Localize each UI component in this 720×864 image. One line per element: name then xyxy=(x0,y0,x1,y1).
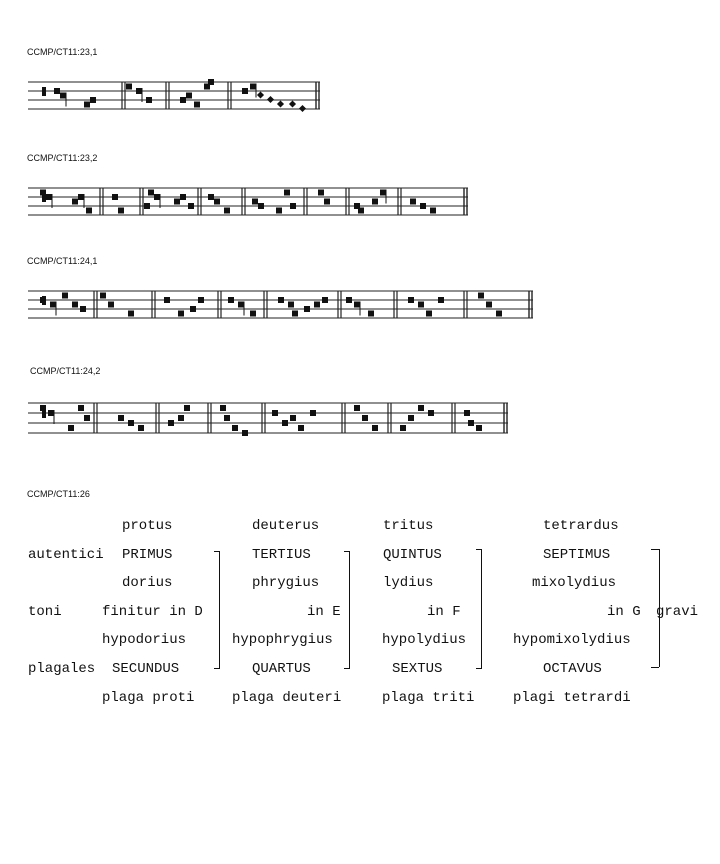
bracket xyxy=(214,551,220,669)
name-lydius: lydius xyxy=(383,575,434,591)
final-e: in E xyxy=(307,604,341,620)
bracket xyxy=(476,549,482,669)
row-label-toni: toni xyxy=(28,604,62,620)
mode-sextus: SEXTUS xyxy=(392,661,443,677)
footer-plaga-deuteri: plaga deuteri xyxy=(232,690,342,706)
mode-quintus: QUINTUS xyxy=(383,547,442,563)
mode-octavus: OCTAVUS xyxy=(543,661,602,677)
mode-septimus: SEPTIMUS xyxy=(543,547,611,563)
header-tetrardus: tetrardus xyxy=(543,518,619,534)
row-label-plagales: plagales xyxy=(28,661,96,677)
name-hypolydius: hypolydius xyxy=(382,632,467,648)
name-hypomixolydius: hypomixolydius xyxy=(513,632,631,648)
name-hypodorius: hypodorius xyxy=(102,632,187,648)
excerpt-label: CCMP/CT11:24,1 xyxy=(27,256,98,266)
header-tritus: tritus xyxy=(383,518,434,534)
header-protus: protus xyxy=(122,518,173,534)
bracket xyxy=(344,551,350,669)
mode-primus: PRIMUS xyxy=(122,547,173,563)
excerpt-label: CCMP/CT11:23,2 xyxy=(27,153,98,163)
header-deuterus: deuterus xyxy=(252,518,320,534)
final-f: in F xyxy=(427,604,461,620)
bracket-tick xyxy=(651,549,659,550)
name-mixolydius: mixolydius xyxy=(532,575,617,591)
excerpt-label: CCMP/CT11:23,1 xyxy=(27,47,98,57)
excerpt-label: CCMP/CT11:26 xyxy=(27,489,90,499)
name-hypophrygius: hypophrygius xyxy=(232,632,333,648)
footer-plagi-tetrardi: plagi tetrardi xyxy=(513,690,631,706)
mode-secundus: SECUNDUS xyxy=(112,661,180,677)
mode-tertius: TERTIUS xyxy=(252,547,311,563)
name-dorius: dorius xyxy=(122,575,173,591)
mode-quartus: QUARTUS xyxy=(252,661,311,677)
bracket xyxy=(654,549,660,667)
row-label-autentici: autentici xyxy=(28,547,104,563)
suffix-gravi: gravi xyxy=(656,604,699,620)
name-phrygius: phrygius xyxy=(252,575,320,591)
footer-plaga-proti: plaga proti xyxy=(102,690,195,706)
bracket-tick xyxy=(651,667,659,668)
excerpt-label: CCMP/CT11:24,2 xyxy=(30,366,101,376)
final-g: in G xyxy=(607,604,641,620)
final-d: finitur in D xyxy=(102,604,203,620)
footer-plaga-triti: plaga triti xyxy=(382,690,475,706)
